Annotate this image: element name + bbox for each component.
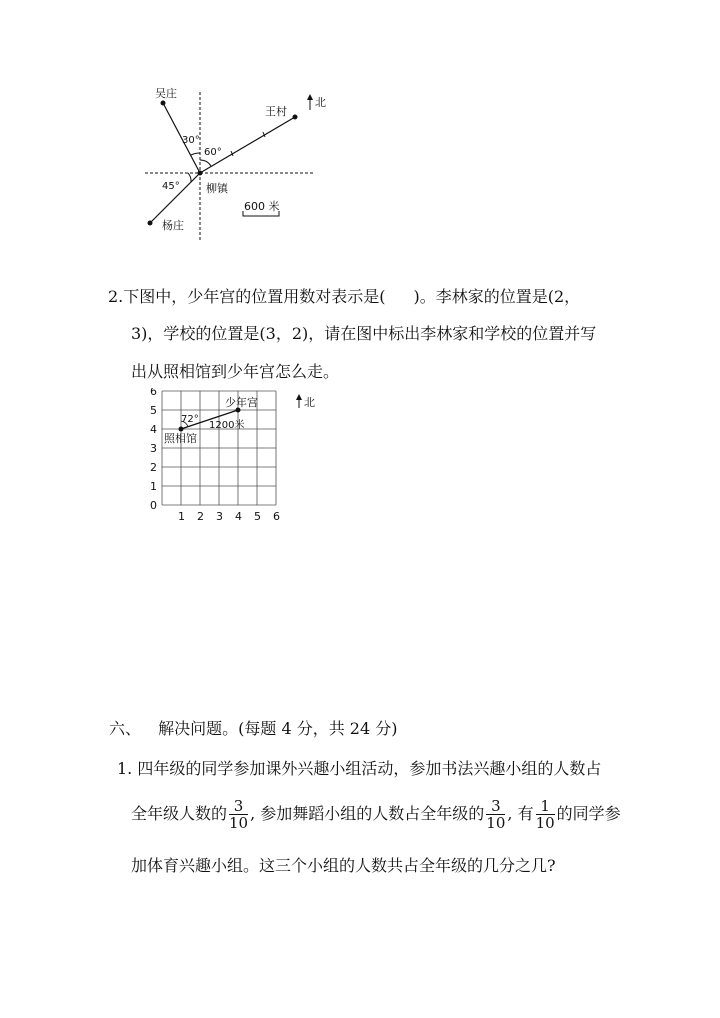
x-tick-label: 3: [216, 510, 223, 523]
x-tick-label: 4: [235, 510, 242, 523]
angle-arc-30: [191, 153, 200, 155]
ray-to-wangcun: [200, 117, 295, 173]
direction-diagram: [140, 80, 340, 250]
x-tick-label: 2: [197, 510, 204, 523]
y-tick-label: 3: [150, 442, 157, 455]
q6-1-line2: [131, 798, 621, 831]
q6-1-line2-d: 的同学参: [556, 804, 621, 823]
y-tick-label: 0: [150, 499, 157, 512]
grid-label-distance: 1200米: [209, 420, 245, 431]
q2-line3: 出从照相馆到少年宫怎么走。: [131, 362, 340, 381]
point-wangcun: [293, 115, 298, 120]
q6-1-line1: 1. 四年级的同学参加课外兴趣小组活动，参加书法兴趣小组的人数占: [117, 759, 602, 778]
label-north: 北: [315, 96, 326, 109]
y-tick-label: 5: [150, 404, 157, 417]
point-yangzhuang: [148, 221, 153, 226]
grid-label-zhaoxiang: 照相馆: [164, 432, 197, 445]
label-angle-60: 60°: [204, 147, 222, 158]
x-tick-label: 5: [254, 510, 261, 523]
q2-line1-a: 2.下图中，少年宫的位置用数对表示是(: [108, 287, 386, 306]
q6-1-line2-a: 全年级人数的: [131, 804, 228, 823]
angle-arc-60: [200, 160, 211, 166]
fraction-3-10-a: $\frac{3}{10}$: [229, 797, 249, 832]
y-tick-label: 6: [150, 388, 157, 398]
q2-line2: 3)，学校的位置是(3，2)，请在图中标出李林家和学校的位置并写: [131, 324, 597, 343]
q6-1-line2-c: , 有: [507, 804, 534, 823]
x-tick-label: 1: [178, 510, 185, 523]
label-wangcun: 王村: [265, 105, 287, 118]
grid-label-angle: 72°: [181, 414, 199, 425]
point-liuzhen: [198, 171, 203, 176]
x-tick-label: 6: [273, 510, 280, 523]
grid-label-north: 北: [304, 396, 315, 409]
y-tick-label: 1: [150, 480, 157, 493]
q6-1-line3: 加体育兴趣小组。这三个小组的人数共占全年级的几分之几?: [131, 856, 556, 875]
point-zhaoxiang: [179, 427, 184, 432]
label-scale: 600 米: [244, 200, 280, 213]
section6-heading: [109, 719, 397, 739]
section6-title: 解决问题。(每题 4 分，共 24 分): [158, 719, 398, 738]
fraction-3-10-b: $\frac{3}{10}$: [486, 797, 506, 832]
q2-line1: [108, 287, 580, 307]
label-yangzhuang: 杨庄: [162, 219, 184, 232]
label-angle-30: 30°: [182, 135, 200, 146]
label-liuzhen: 柳镇: [206, 182, 228, 195]
q2-line1-b: )。李林家的位置是(2，: [413, 287, 581, 306]
section6-number: 六、: [109, 719, 142, 738]
q6-1-line2-b: , 参加舞蹈小组的人数占全年级的: [250, 804, 485, 823]
fraction-1-10: $\frac{1}{10}$: [535, 797, 555, 832]
y-tick-label: 4: [150, 423, 157, 436]
point-wuzhuang: [161, 101, 166, 106]
grid-label-shaonian: 少年宫: [225, 396, 258, 409]
label-wuzhuang: 吴庄: [155, 87, 177, 100]
label-angle-45: 45°: [162, 181, 180, 192]
angle-arc-45: [188, 173, 191, 182]
y-tick-label: 2: [150, 461, 157, 474]
coordinate-grid: [140, 388, 330, 528]
